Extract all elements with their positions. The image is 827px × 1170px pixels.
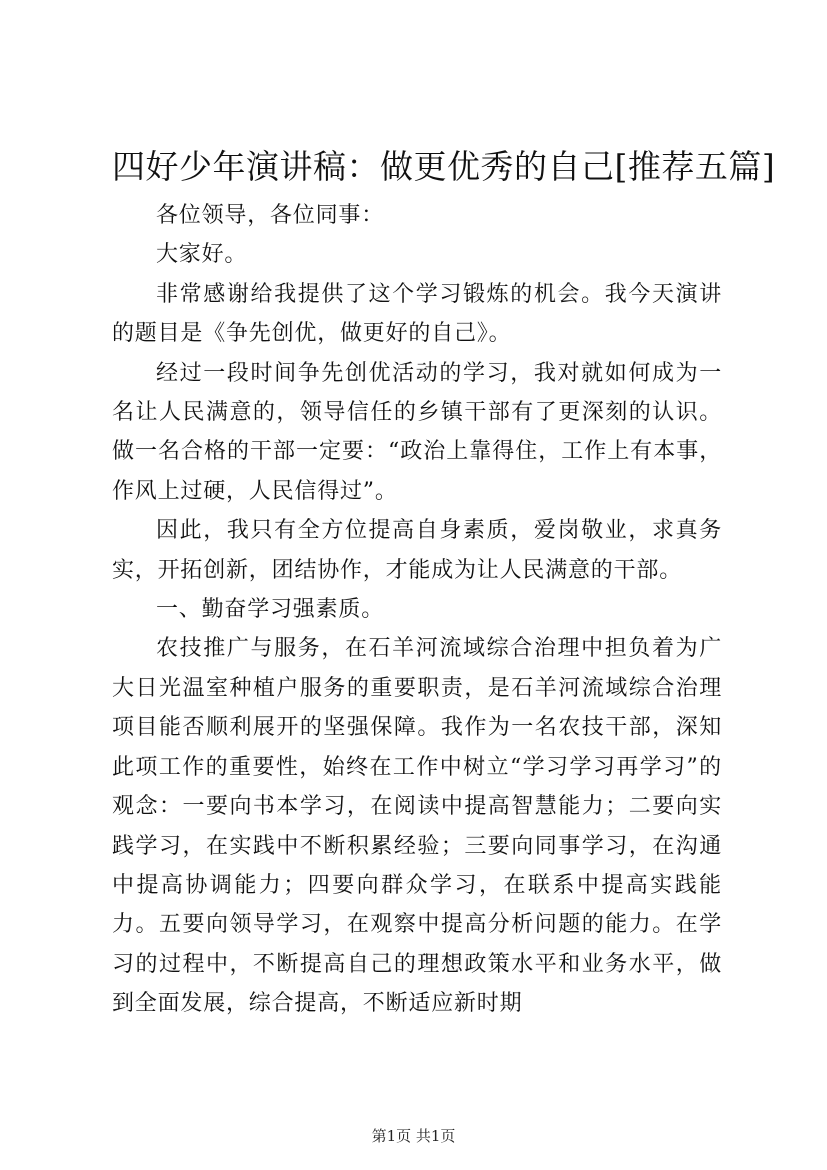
document-body — [112, 196, 722, 1024]
paragraph-therefore: 因此，我只有全方位提高自身素质，爱岗敬业，求真务实，开拓创新，团结协作，才能成为让人民满意的干部。 — [112, 518, 722, 583]
paragraph-agri-tech: 农技推广与服务，在石羊河流域综合治理中担负着为广大日光温室种植户服务的重要职责，是石羊河流域综合治理项目能否顺利展开的坚强保障。我作为一名农技干部，深知此项工作的重要性，始终在工作中树立“学习学习再学习”的观念：一要向书本学习，在阅读中提高智慧能力；二要向实践学习，在实践中不断积累经验；三要向同事学习，在沟通中提高协调能力；四要向群众学习，在联系中提高实践能力。五要向领导学习，在观察中提高分析问题的能力。在学习的过程中，不断提高自己的理想政策水平和业务水平，做到全面发展，综合提高，不断适应新时期 — [112, 636, 722, 1017]
document-title: 四好少年演讲稿：做更优秀的自己[推荐五篇] — [112, 147, 776, 186]
paragraph-intro: 非常感谢给我提供了这个学习锻炼的机会。我今天演讲的题目是《争先创优，做更好的自己》。 — [112, 281, 722, 347]
section-heading-study: 一、勤奋学习强素质。 — [156, 597, 385, 623]
paragraph-understanding: 经过一段时间争先创优活动的学习，我对就如何成为一名让人民满意的，领导信任的乡镇干部有了更深刻的认识。做一名合格的干部一定要：“政治上靠得住，工作上有本事，作风上过硬，人民信得过”。 — [112, 360, 722, 504]
page-footer: 第1页 共1页 — [371, 1127, 456, 1145]
paragraph-salutation: 各位领导，各位同事： — [156, 203, 385, 228]
paragraph-greeting: 大家好。 — [156, 242, 248, 268]
